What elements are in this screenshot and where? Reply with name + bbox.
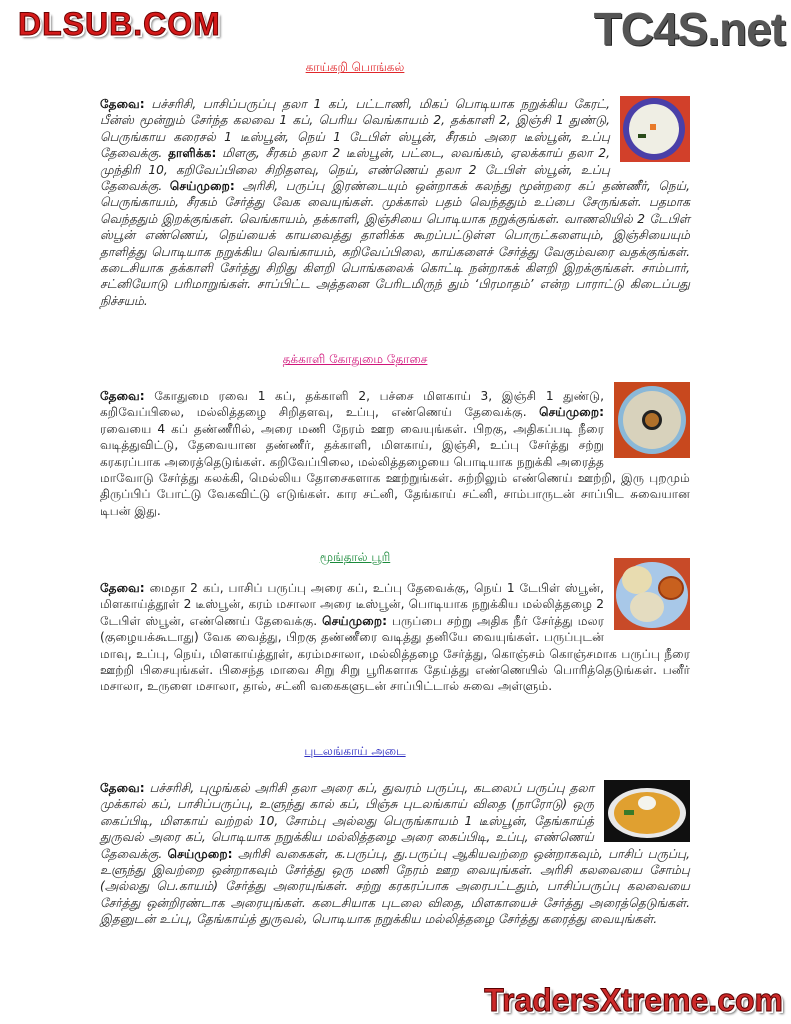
recipe-text: அரிசி வகைகள், க.பருப்பு, து.பருப்பு ஆகியவற்றை ஒன்றாகவும், பாசிப் பருப்பு, உளுந்து இவற்றை ஒன்றாகவும் சேர்த்து ஒரு மணி நேரம் ஊற வையுங்கள். அரிசி கலவையை சோம்பு (அல்லது பெ.காயம்) சேர்த்து அரையுங்கள். சற்று கரகரப்பாக அரைபட்டதும், பாசிப்பருப்பு கலவையை சேர்த்து ஒன்றிரண்டாக அரையுங்கள். கடைசியாக புடலை விதை, மிளகாயைச் சேர்த்து அரைத்தெடுங்கள். இதனுடன் உப்பு, தேங்காய்த் துருவல், பொடியாக நறுக்கிய மல்லித்தழை சேர்த்து கரைத்து வையுங்கள். [100,846,691,927]
recipe-body [100,96,690,309]
recipe-text: மைதா 2 கப், பாசிப் பருப்பு அரை கப், உப்பு தேவைக்கு, நெய் 1 டேபிள் ஸ்பூன், மிளகாய்த்தூள் 2 டீஸ்பூன், கரம் மசாலா அரை டீஸ்பூன், பொடியாக நறுக்கிய மல்லித்தழை 2 டேபிள் ஸ்பூன், எண்ணெய் தேவைக்கு. [100,581,604,628]
tomato-wheat-dosa-photo [614,382,690,458]
watermark-dlsub: DLSUB.COM [12,6,227,43]
recipe-text: மிளகு, சீரகம் தலா 2 டீஸ்பூன், பட்டை, லவங்கம், ஏலக்காய் தலா 2, முந்திரி 10, கறிவேப்பிலை சிறிதளவு, நெய், எண்ணெய் தலா 2 டேபிள் ஸ்பூன், உப்பு தேவைக்கு. [100,146,610,194]
section-label: தாளிக்க: [168,146,217,161]
section-label: தேவை: [100,97,145,111]
recipe-vegetable-pongal [100,60,690,309]
recipe-text: பச்சரிசி, புழுங்கல் அரிசி தலா அரை கப், துவரம் பருப்பு, கடலைப் பருப்பு தலா முக்கால் கப், பாசிப்பருப்பு, உளுந்து கால் கப், பிஞ்சு புடலங்காய் விதை (நாரோடு) ஒரு கைப்பிடி, மிளகாய் வற்றல் 10, சோம்பு அல்லது பெருங்காயம் 1 டீஸ்பூன், தேங்காய்த் துருவல் அரை கப், பொடியாக நறுக்கிய மல்லித்தழை அரை கைப்பிடி, உப்பு, எண்ணெய் தேவைக்கு. [100,781,594,861]
recipe-title: புடலங்காய் அடை [304,744,406,758]
vegetable-pongal-photo [620,96,690,162]
moong-dal-poori-photo [614,558,690,630]
recipe-body [100,580,690,695]
recipe-body [100,780,690,928]
section-label: செய்முறை: [169,179,235,194]
recipe-text: அரிசி, பருப்பு இரண்டையும் ஒன்றாகக் கலந்து மூன்றரை கப் தண்ணீர், நெய், பெருங்காயம், சீரகம் சேர்த்து வேக வையுங்கள். முக்கால் பதம் வெந்ததும் உப்பை சேருங்கள். பதமாக வெந்ததும் இறக்குங்கள். வெங்காயம், தக்காளி, இஞ்சியை பொடியாக நறுக்குங்கள். வாணலியில் 2 டேபிள் ஸ்பூன் எண்ணெய், நெய்யைக் காயவைத்து தாளிக்க கூறப்பட்டுள்ள பொருட்களையும், இஞ்சியையும் தாளித்து பொடியாக நறுக்கிய வெங்காயம், கறிவேப்பிலை, காய்களைச் சேர்த்து வேகும்வரை வதக்குங்கள். கடைசியாக தக்காளி சேர்த்து சிறிது கிளறி பொங்கலைக் கொட்டி நன்றாகக் கிளறி இறக்குங்கள். சாம்பார், சட்னியோடு பரிமாறுங்கள். சாப்பிட்ட அத்தனை பேரிடமிருந் தும் ‘பிரமாதம்’ என்ற பாராட்டு கிடைப்பது நிச்சயம். [100,179,691,308]
section-label: தேவை: [100,581,145,595]
recipe-moong-dal-poori [100,550,690,695]
section-label: தேவை: [100,389,145,403]
snake-gourd-adai-photo [604,780,690,842]
recipe-snake-gourd-adai [100,744,690,928]
watermark-tradersxtreme: TradersXtreme.com [484,982,783,1018]
section-label: செய்முறை: [322,613,387,628]
section-label: செய்முறை: [539,405,604,420]
recipe-title: தக்காளி கோதுமை தோசை [282,352,428,366]
recipe-tomato-wheat-dosa [100,352,690,519]
recipe-title: காய்கறி பொங்கல் [305,60,405,74]
recipe-title: மூங்தால் பூரி [319,550,391,564]
recipe-text: பச்சரிசி, பாசிப்பருப்பு தலா 1 கப், பட்டாணி, மிகப் பொடியாக நறுக்கிய கேரட், பீன்ஸ் மூன்றும் சேர்ந்த கலவை 1 கப், பெரிய வெங்காயம் 2, தக்காளி 2, இஞ்சி 1 துண்டு, பெருங்காய கரைசல் 1 டீஸ்பூன், நெய் 1 டேபிள் ஸ்பூன், சீரகம் அரை டீஸ்பூன், உப்பு தேவைக்கு. [100,97,610,161]
section-label: தேவை: [100,781,145,795]
recipe-text: பருப்பை சற்று அதிக நீர் சேர்த்து மலர (குழையக்கூடாது) வேக வைத்து, பிறகு தண்ணீரை வடித்து தனியே வையுங்கள். பருப்புடன் மாவு, உப்பு, நெய், மிளகாய்த்தூள், கரம்மசாலா, மல்லித்தழை சேர்த்து, கொஞ்சம் கொஞ்சமாக பருப்பு நீரை ஊற்றி பிசையுங்கள். பிசைந்த மாவை சிறு சிறு பூரிகளாக தேய்த்து எண்ணெயில் பொரித்தெடுங்கள். பனீர் மசாலா, உருளை மசாலா, தால், சட்னி வகைகளுடன் சாப்பிட்டால் சுவை அள்ளும். [100,613,690,694]
recipe-text: கோதுமை ரவை 1 கப், தக்காளி 2, பச்சை மிளகாய் 3, இஞ்சி 1 துண்டு, கறிவேப்பிலை, மல்லித்தழை சிறிதளவு, உப்பு, எண்ணெய் தேவைக்கு. [100,389,604,420]
recipe-text: ரவையை 4 கப் தண்ணீரில், அரை மணி நேரம் ஊற வையுங்கள். பிறகு, அதிகப்படி நீரை வடித்துவிட்டு, தேவையான தண்ணீர், தக்காளி, மிளகாய், இஞ்சி, உப்பு சேர்த்து சற்று கரகரப்பாக அரைத்தெடுங்கள். கறிவேப்பிலை, மல்லித்தழையை பொடியாக நறுக்கி அரைத்த மாவோடு சேர்த்து கலக்கி, மெல்லிய தோசைகளாக ஊற்றுங்கள். சுற்றிலும் எண்ணெய் ஊற்றி, இரு புறமும் திருப்பிப் போட்டு வேகவிட்டு எடுங்கள். கார சட்னி, தேங்காய் சட்னி, சாம்பாருடன் சாப்பிட சுவையான டிபன் இது. [100,421,690,518]
watermark-tc4s: TC4S.net [593,3,785,55]
section-label: செய்முறை: [167,846,233,861]
recipe-body [100,388,690,519]
